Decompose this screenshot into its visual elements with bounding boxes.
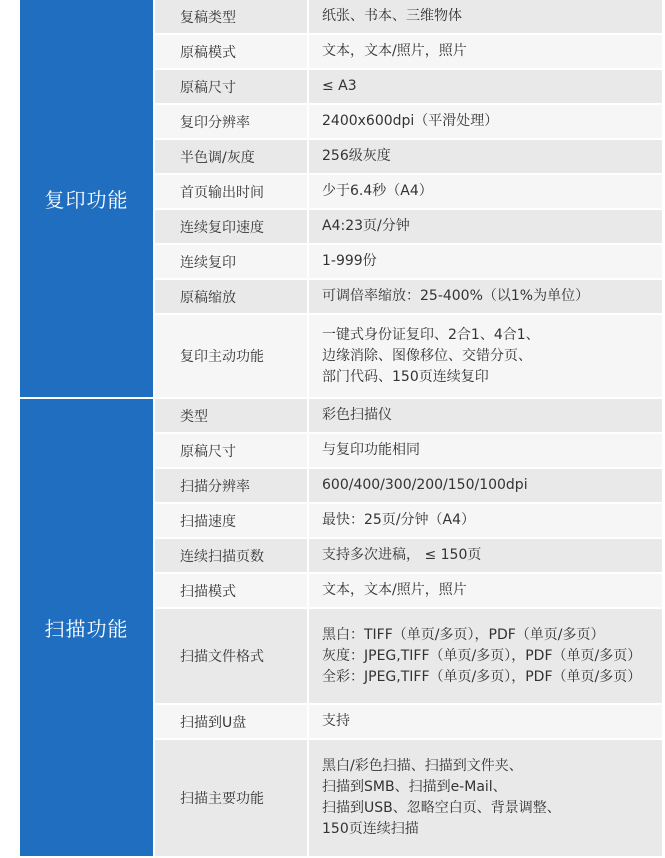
spec-value-line: 可调倍率缩放：25-400%（以1%为单位） xyxy=(322,288,590,304)
spec-value xyxy=(309,705,662,738)
spec-label: 连续复印速度 xyxy=(155,210,309,243)
spec-label: 连续复印 xyxy=(155,245,309,278)
spec-value-line: 彩色扫描仪 xyxy=(322,407,392,423)
spec-label: 原稿尺寸 xyxy=(155,434,309,467)
spec-value-line: 边缘消除、图像移位、交错分页、 xyxy=(322,347,532,364)
table-row xyxy=(155,434,662,469)
spec-value xyxy=(309,35,662,68)
spec-value xyxy=(309,609,662,703)
spec-value-line: 黑白/彩色扫描、扫描到文件夹、 xyxy=(322,758,523,774)
table-row xyxy=(155,705,662,740)
spec-label: 扫描到U盘 xyxy=(155,705,309,738)
spec-value xyxy=(309,434,662,467)
spec-value xyxy=(309,740,662,856)
spec-label: 复印主动功能 xyxy=(155,315,309,397)
table-row xyxy=(155,399,662,434)
spec-value-line: 一键式身份证复印、2合1、4合1、 xyxy=(322,326,540,343)
section-header-copy: 复印功能 xyxy=(20,0,155,397)
spec-value-line: ≤ A3 xyxy=(322,78,357,94)
spec-value-line: 与复印功能相同 xyxy=(322,442,420,458)
table-row xyxy=(155,105,662,140)
spec-value-line: 150页连续扫描 xyxy=(322,821,419,837)
spec-label: 扫描模式 xyxy=(155,574,309,607)
spec-label: 半色调/灰度 xyxy=(155,140,309,173)
spec-value xyxy=(309,105,662,138)
table-row xyxy=(155,315,662,397)
spec-value-line: 支持多次进稿， ≤ 150页 xyxy=(322,547,482,563)
spec-value-line: 扫描到SMB、扫描到e-Mail、 xyxy=(322,779,507,795)
spec-value-line: A4:23页/分钟 xyxy=(322,218,410,234)
section-header-scan: 扫描功能 xyxy=(20,399,155,856)
spec-value-line: 全彩：JPEG,TIFF（单页/多页），PDF（单页/多页） xyxy=(322,668,642,685)
spec-label: 原稿模式 xyxy=(155,35,309,68)
table-row xyxy=(155,245,662,280)
spec-value xyxy=(309,574,662,607)
spec-value-line: 2400x600dpi（平滑处理） xyxy=(322,113,499,129)
spec-value-line: 文本，文本/照片，照片 xyxy=(322,582,467,598)
scan-section xyxy=(20,399,662,858)
spec-value xyxy=(309,140,662,173)
spec-value-line: 黑白：TIFF（单页/多页），PDF（单页/多页） xyxy=(322,626,605,643)
spec-value xyxy=(309,504,662,537)
spec-label: 扫描文件格式 xyxy=(155,609,309,703)
spec-label: 复稿类型 xyxy=(155,0,309,33)
table-row xyxy=(155,280,662,315)
table-row xyxy=(155,574,662,609)
spec-value xyxy=(309,280,662,313)
spec-value xyxy=(309,245,662,278)
table-row xyxy=(155,35,662,70)
spec-value xyxy=(309,0,662,33)
table-row xyxy=(155,70,662,105)
spec-value-line: 灰度：JPEG,TIFF（单页/多页），PDF（单页/多页） xyxy=(322,647,642,664)
spec-value xyxy=(309,539,662,572)
spec-label: 扫描速度 xyxy=(155,504,309,537)
spec-value xyxy=(309,210,662,243)
spec-value xyxy=(309,399,662,432)
spec-label: 复印分辨率 xyxy=(155,105,309,138)
table-row xyxy=(155,175,662,210)
table-row xyxy=(155,140,662,175)
spec-value-line: 纸张、书本、三维物体 xyxy=(322,8,462,24)
spec-label: 原稿缩放 xyxy=(155,280,309,313)
spec-value xyxy=(309,315,662,397)
table-row xyxy=(155,469,662,504)
spec-value-line: 部门代码、150页连续复印 xyxy=(322,368,489,385)
spec-label: 扫描分辨率 xyxy=(155,469,309,502)
spec-value-line: 600/400/300/200/150/100dpi xyxy=(322,477,528,493)
spec-value xyxy=(309,70,662,103)
spec-table xyxy=(20,0,662,858)
table-row xyxy=(155,504,662,539)
spec-label: 扫描主要功能 xyxy=(155,740,309,856)
spec-value-line: 扫描到USB、忽略空白页、背景调整、 xyxy=(322,800,561,816)
spec-label: 连续扫描页数 xyxy=(155,539,309,572)
spec-value-line: 1-999份 xyxy=(322,253,377,269)
table-row xyxy=(155,609,662,705)
spec-value xyxy=(309,469,662,502)
table-row xyxy=(155,0,662,35)
spec-value xyxy=(309,175,662,208)
spec-value-line: 少于6.4秒（A4） xyxy=(322,183,433,199)
spec-value-line: 文本，文本/照片，照片 xyxy=(322,43,467,59)
spec-label: 原稿尺寸 xyxy=(155,70,309,103)
table-row xyxy=(155,539,662,574)
spec-value-line: 256级灰度 xyxy=(322,148,391,164)
spec-value-line: 最快：25页/分钟（A4） xyxy=(322,512,476,528)
table-row xyxy=(155,740,662,856)
spec-label: 类型 xyxy=(155,399,309,432)
table-row xyxy=(155,210,662,245)
spec-value-line: 支持 xyxy=(322,713,350,729)
spec-label: 首页输出时间 xyxy=(155,175,309,208)
copy-section xyxy=(20,0,662,399)
